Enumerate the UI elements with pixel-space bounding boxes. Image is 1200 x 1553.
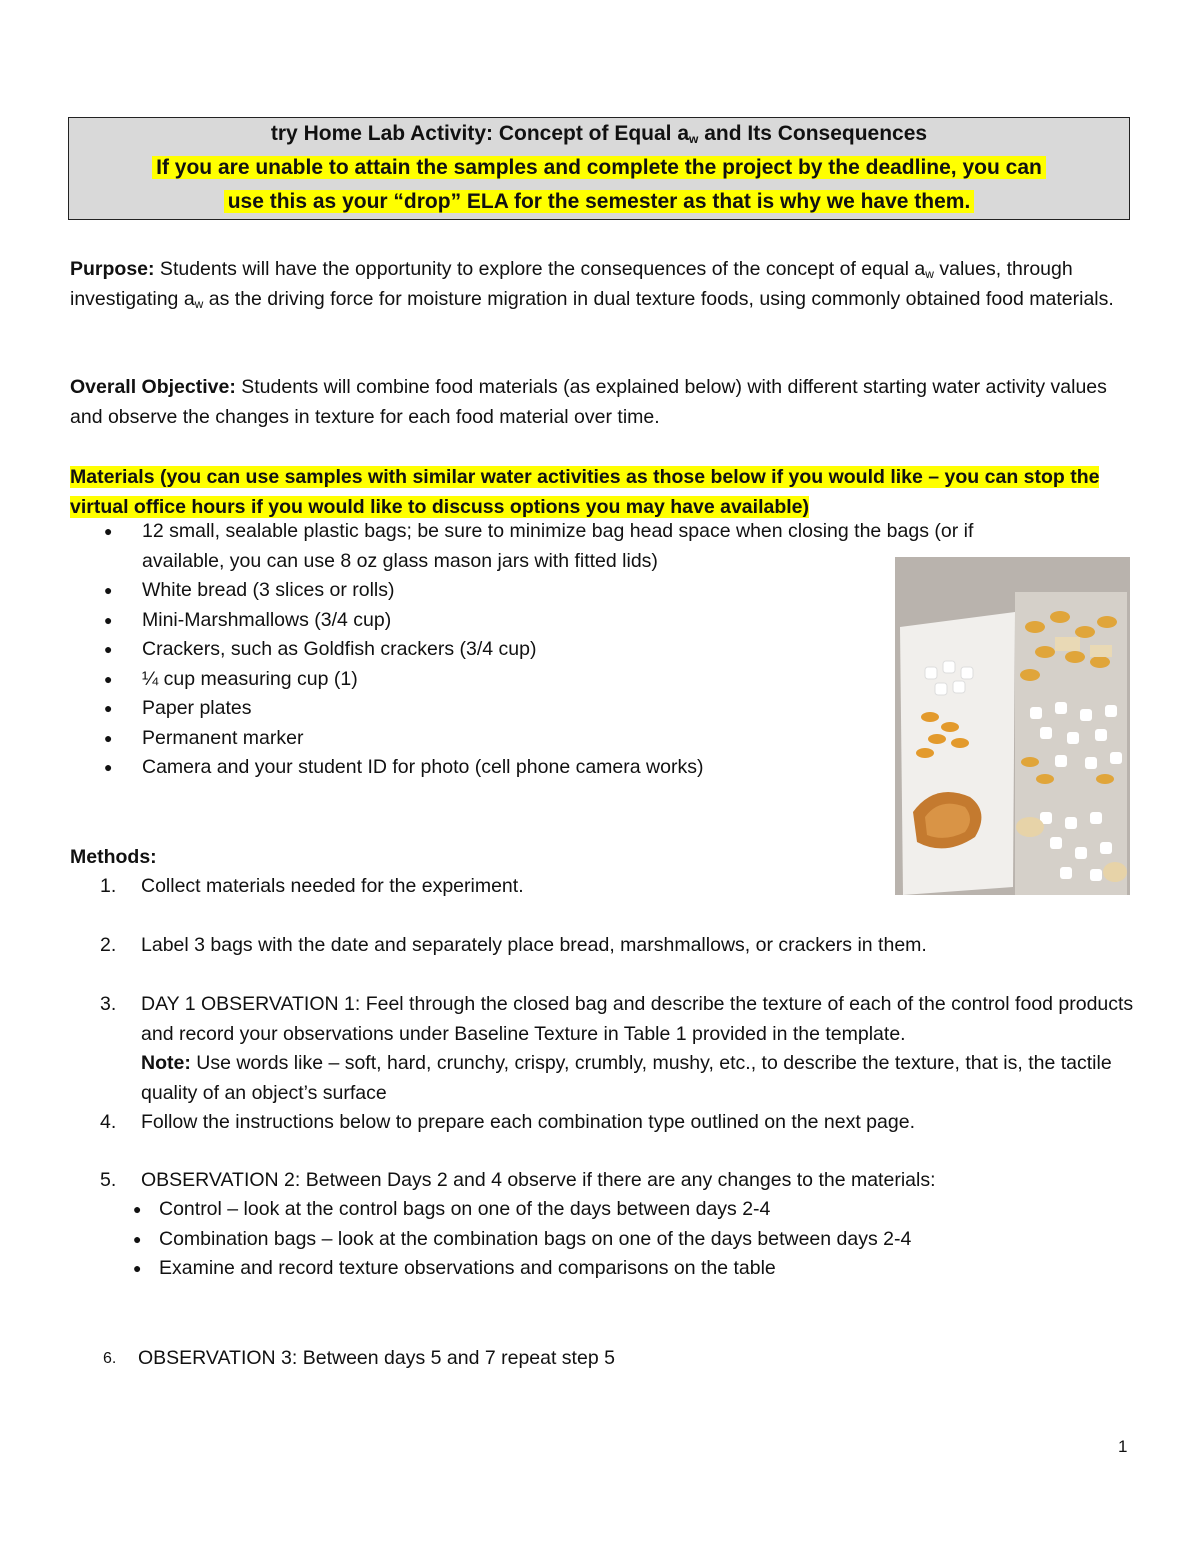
list-item: ● Camera and your student ID for photo (cell phone camera works) (104, 756, 704, 778)
title-box (68, 117, 1130, 220)
list-item: ● ¼ cup measuring cup (1) (104, 667, 358, 690)
deadline-notice-line-1: If you are unable to attain the samples and complete the project by the deadline, you can (69, 156, 1129, 180)
list-item: ● Paper plates (104, 697, 252, 719)
list-item: ● Examine and record texture observations and comparisons on the table (133, 1257, 776, 1279)
methods-list (100, 1108, 1135, 1138)
page-number: 1 (1118, 1437, 1128, 1456)
list-item: 6. OBSERVATION 3: Between days 5 and 7 repeat step 5 (103, 1347, 615, 1369)
list-item: ● White bread (3 slices or rolls) (104, 579, 395, 601)
list-item: ● Combination bags – look at the combination bags on one of the days between days 2-4 (133, 1227, 912, 1250)
list-item: ● Control – look at the control bags on one of the days between days 2-4 (133, 1198, 771, 1220)
methods-list (100, 990, 1135, 1108)
purpose-paragraph: Purpose: Students will have the opportunity to explore the consequences of the concept of equal $a_w$ values, through investigating $a_w$ as the driving force for moisture migration in dual texture foods, using commonly obtained food materials. (70, 258, 1114, 311)
list-item: 2. Label 3 bags with the date and separately place bread, marshmallows, or crackers in them. (100, 934, 927, 956)
list-item: 4. Follow the instructions below to prepare each combination type outlined on the next page. (100, 1111, 915, 1133)
methods-list (100, 872, 1135, 902)
deadline-notice-line-2: use this as your “drop” ELA for the semester as that is why we have them. (69, 190, 1129, 214)
list-item: ● Permanent marker (104, 726, 304, 749)
document-title: try Home Lab Activity: Concept of Equal $a_w$ and Its Consequences (270, 122, 928, 146)
list-item: ● Mini-Marshmallows (3/4 cup) (104, 608, 392, 631)
observation-sub-list (133, 1195, 911, 1284)
list-item: 5. OBSERVATION 2: Between Days 2 and 4 observe if there are any changes to the materials: (100, 1169, 936, 1191)
methods-heading: Methods: (70, 846, 157, 868)
materials-heading: Materials (you can use samples with similar water activities as those below if you would like – you can stop the virtual office hours if you would like to discuss options you may have available) (70, 466, 1100, 518)
list-item: ● Crackers, such as Goldfish crackers (3/4 cup) (104, 638, 537, 660)
methods-list (100, 931, 1135, 961)
methods-list (100, 1166, 1135, 1196)
list-item: ● 12 small, sealable plastic bags; be sure to minimize bag head space when closing the bags (or if available, you can use 8 oz glass mason jars with fitted lids) (104, 520, 974, 572)
list-item: 1. Collect materials needed for the experiment. (100, 875, 524, 897)
methods-list (103, 1344, 1138, 1374)
objective-paragraph: Overall Objective: Students will combine food materials (as explained below) with different starting water activity values and observe the changes in texture for each food material over time. (70, 376, 1107, 428)
samples-photo (895, 557, 1130, 895)
list-item: 3. DAY 1 OBSERVATION 1: Feel through the closed bag and describe the texture of each of the control food products and record your observations under Baseline Texture in Table 1 provided in the template. Note: Use words like – soft, hard, crunchy, crispy, crumbly, mushy, etc., to describe the texture, that is, the tactile quality of an object’s surface (100, 993, 1134, 1104)
